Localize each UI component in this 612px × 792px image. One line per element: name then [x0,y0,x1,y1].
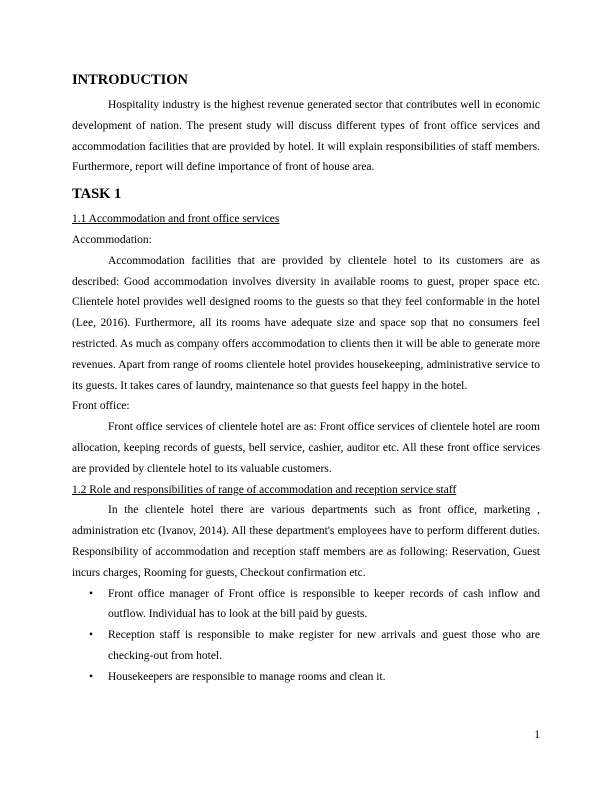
list-item [72,667,540,688]
accommodation-label: Accommodation: [72,233,152,246]
document-page [72,70,540,688]
page-number: 1 [534,729,540,741]
bullet-icon: • [89,587,94,600]
role-paragraph: In the clientele hotel there are various departments such as front office, marketing , administration etc (Ivanov, 2014). All these department's employees have to perform different duties. Responsibility of accommodation and reception staff members are as following: Reservation, Guest incurs charges, Rooming for guests, Checkout confirmation etc. [72,504,540,579]
front-office-paragraph: Front office services of clientele hotel are as: Front office services of clientele hotel are room allocation, keeping records of guests, bell service, cashier, auditor etc. All these front office services are provided by clientele hotel to its valuable customers. [72,421,540,475]
bullet-icon: • [89,629,94,642]
bullet-icon: • [89,670,94,683]
section-1-1-heading: 1.1 Accommodation and front office services [72,213,280,226]
list-item-text: Housekeepers are responsible to manage rooms and clean it. [108,670,386,683]
introduction-paragraph: Hospitality industry is the highest revenue generated sector that contributes well in economic development of nation. The present study will discuss different types of front office services and accommodation facilities that are provided by hotel. It will explain responsibilities of staff members. Furthermore, report will define importance of front of house area. [72,99,540,174]
task1-heading: TASK 1 [72,186,122,203]
front-office-label: Front office: [72,400,130,413]
list-item [72,625,540,667]
list-item-text: Reception staff is responsible to make register for new arrivals and guest those who are checking-out from hotel. [108,629,540,662]
accommodation-paragraph: Accommodation facilities that are provided by clientele hotel to its customers are as described: Good accommodation involves diversity in available rooms to guest, proper space etc. Clientele hotel provides well designed rooms to the guests so that they feel conformable in the hotel (Lee, 2016). Furthermore, all its rooms have adequate size and space sop that no consumers feel restricted. As much as company offers accommodation to clients then it will be able to generate more revenues. Apart from range of rooms clientele hotel provides housekeeping, administrative service to its guests. It takes cares of laundry, maintenance so that guests feel happy in the hotel. [72,254,540,392]
responsibility-list [72,584,540,688]
list-item-text: Front office manager of Front office is responsible to keeper records of cash inflow and outflow. Individual has to look at the bill paid by guests. [108,587,540,621]
section-1-2-heading: 1.2 Role and responsibilities of range of accommodation and reception service staff [72,483,457,496]
introduction-heading: INTRODUCTION [72,72,189,88]
list-item [72,584,540,626]
